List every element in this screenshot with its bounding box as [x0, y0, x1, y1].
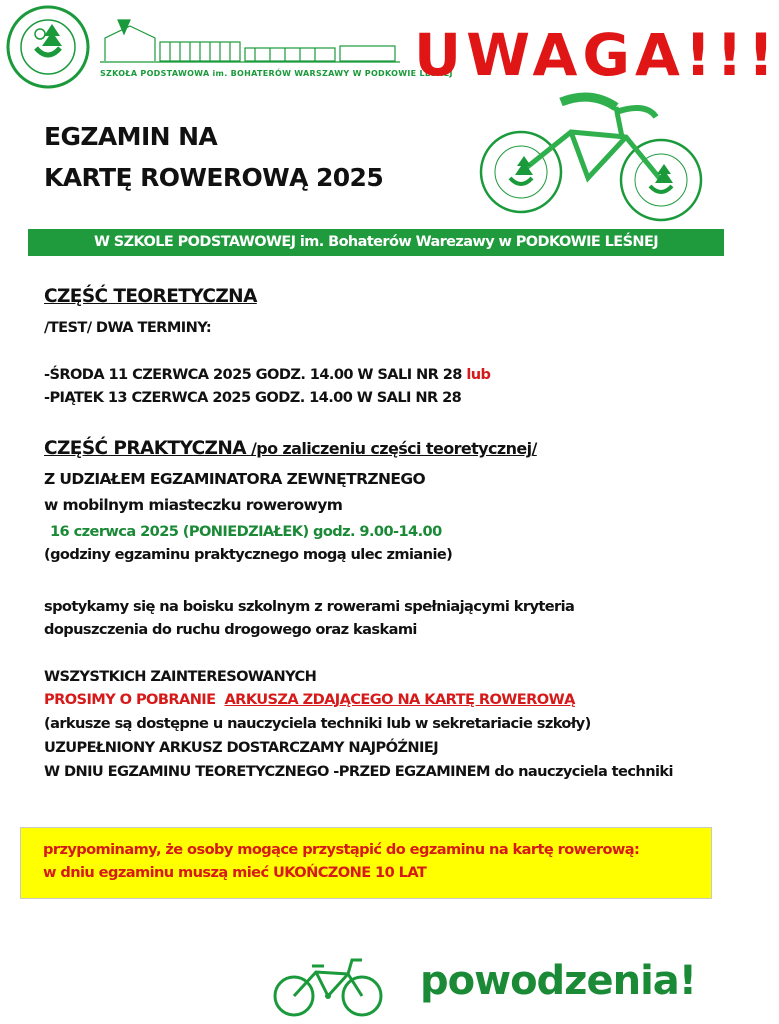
- reminder-box: [20, 827, 712, 899]
- theory-term2: -PIĄTEK 13 CZERWCA 2025 GODZ. 14.00 W SALI NR 28: [44, 389, 462, 406]
- practice-note: (godziny egzaminu praktycznego mogą ulec zmianie): [44, 546, 453, 563]
- bicycle-icon: [270, 952, 386, 1018]
- instructions-line4: UZUPEŁNIONY ARKUSZ DOSTARCZAMY NAJPÓŹNIEJ: [44, 739, 439, 756]
- instructions-request: PROSIMY O POBRANIE: [44, 691, 216, 708]
- instructions-request-row: [44, 690, 575, 709]
- school-name: SZKOŁA PODSTAWOWA im. BOHATERÓW WARSZAWY W PODKOWIE LEŚNEJ: [100, 69, 453, 78]
- practice-heading-note: /po zaliczeniu części teoretycznej/: [250, 439, 537, 458]
- practice-meet2: dopuszczenia do ruchu drogowego oraz kaskami: [44, 621, 417, 638]
- practice-heading-row: [44, 438, 537, 459]
- title-line1: EGZAMIN NA: [44, 122, 218, 151]
- theory-subheading: /TEST/ DWA TERMINY:: [44, 319, 212, 336]
- reminder-line1: przypominamy, że osoby mogące przystąpić do egzaminu na kartę rowerową:: [43, 841, 640, 858]
- banner-text: W SZKOLE PODSTAWOWEJ im. Bohaterów Warezawy w PODKOWIE LEŚNEJ: [93, 234, 659, 250]
- bicycle-logo-icon: [476, 82, 704, 232]
- practice-location: w mobilnym miasteczku rowerowym: [44, 496, 343, 514]
- theory-term1-suffix: lub: [466, 366, 491, 383]
- instructions-line3: (arkusze są dostępne u nauczyciela techniki lub w sekretariacie szkoły): [44, 715, 591, 732]
- good-luck-text: powodzenia!: [420, 958, 697, 1004]
- reminder-line2: w dniu egzaminu muszą mieć UKOŃCZONE 10 LAT: [43, 864, 427, 881]
- practice-examiner: Z UDZIAŁEM EGZAMINATORA ZEWNĘTRZNEGO: [44, 470, 426, 488]
- practice-heading: CZĘŚĆ PRAKTYCZNA: [44, 438, 246, 459]
- instructions-line1: WSZYSTKICH ZAINTERESOWANYCH: [44, 668, 317, 685]
- practice-date: 16 czerwca 2025 (PONIEDZIAŁEK) godz. 9.00-14.00: [50, 523, 442, 540]
- alert-heading: UWAGA!!!: [414, 21, 779, 89]
- school-banner: [28, 229, 724, 256]
- theory-term1-text: -ŚRODA 11 CZERWCA 2025 GODZ. 14.00 W SALI NR 28: [44, 366, 462, 383]
- school-logo-icon: [0, 4, 96, 90]
- school-building-icon: [100, 16, 400, 66]
- theory-term1: [44, 365, 490, 384]
- practice-meet1: spotykamy się na boisku szkolnym z rowerami spełniającymi kryteria: [44, 598, 575, 615]
- sheet-download-link[interactable]: ARKUSZA ZDAJĄCEGO NA KARTĘ ROWEROWĄ: [224, 691, 575, 708]
- title-line2: KARTĘ ROWEROWĄ 2025: [44, 163, 384, 192]
- theory-heading: CZĘŚĆ TEORETYCZNA: [44, 286, 257, 307]
- instructions-line5: W DNIU EGZAMINU TEORETYCZNEGO -PRZED EGZAMINEM do nauczyciela techniki: [44, 763, 673, 780]
